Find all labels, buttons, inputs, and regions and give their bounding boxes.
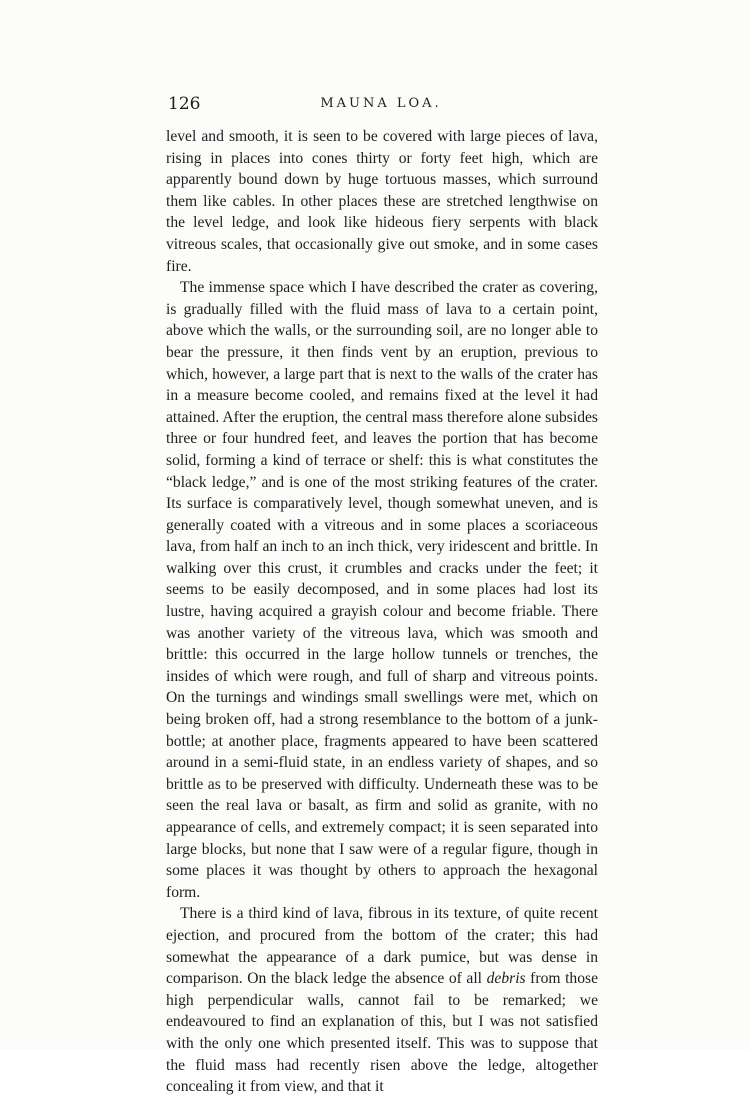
paragraph-1-text: level and smooth, it is seen to be covered with large pieces of lava, rising in places into cones thirty or forty feet high, which are apparently bound down by huge tortuous masses, which surround them like cables. In other places these are stretched lengthwise on the level ledge, and look like hideous fiery serpents with black vitreous scales, that occasionally give out smoke, and in some cases fire. (166, 128, 598, 275)
paragraph-1 (166, 126, 598, 277)
paragraph-3 (166, 903, 598, 1097)
paragraph-3-text-a: There is a third kind of lava, fibrous in its texture, of quite recent ejection, and procured from the bottom of the crater; this had somewhat the appearance of a dark pumice, but was dense in comparison. On the black ledge the absence of all (166, 905, 598, 988)
paragraph-3-text-b: from those high perpendicular walls, cannot fail to be remarked; we endeavoured to find an explanation of this, but I was not satisfied with the only one which presented itself. This was to suppose that the fluid mass had recently risen above the ledge, altogether concealing it from view, and that it (166, 970, 599, 1096)
paragraph-2 (166, 277, 598, 903)
page-number: 126 (168, 94, 201, 114)
body-text (166, 126, 598, 1098)
running-title: MAUNA LOA. (320, 96, 442, 111)
paragraph-2-text: The immense space which I have described the crater as covering, is gradually filled with the fluid mass of lava to a certain point, above which the walls, or the surrounding soil, are no longer able to bear the pressure, it then finds vent by an eruption, previous to which, however, a large part that is next to the walls of the crater has in a measure become cooled, and remains fixed at the level it had attained. After the eruption, the central mass therefore alone subsides three or four hundred feet, and leaves the portion that has become solid, forming a kind of terrace or shelf: this is what constitutes the “black ledge,” and is one of the most striking features of the crater. Its surface is comparatively level, though somewhat uneven, and is generally coated with a vitreous and in some places a scoriaceous lava, from half an inch to an inch thick, very iridescent and brittle. In walking over this crust, it crumbles and cracks under the feet; it seems to be easily decomposed, and in some places had lost its lustre, having acquired a grayish colour and become friable. There was another variety of the vitreous lava, which was smooth and brittle: this occurred in the large hollow tunnels or trenches, the insides of which were rough, and full of sharp and vitreous points. On the turnings and windings small swellings were met, which on being broken off, had a strong resemblance to the bottom of a junk-bottle; at another place, fragments appeared to have been scattered around in a semi-fluid state, in an endless variety of shapes, and so brittle as to be preserved with difficulty. Underneath these was to be seen the real lava or basalt, as firm and solid as granite, with no appearance of cells, and extremely compact; it is seen separated into large blocks, but none that I saw were of a regular figure, though in some places it was thought by others to approach the hexagonal form. (166, 279, 598, 901)
page-header (168, 94, 594, 116)
paragraph-3-italic-debris: debris (486, 970, 526, 988)
